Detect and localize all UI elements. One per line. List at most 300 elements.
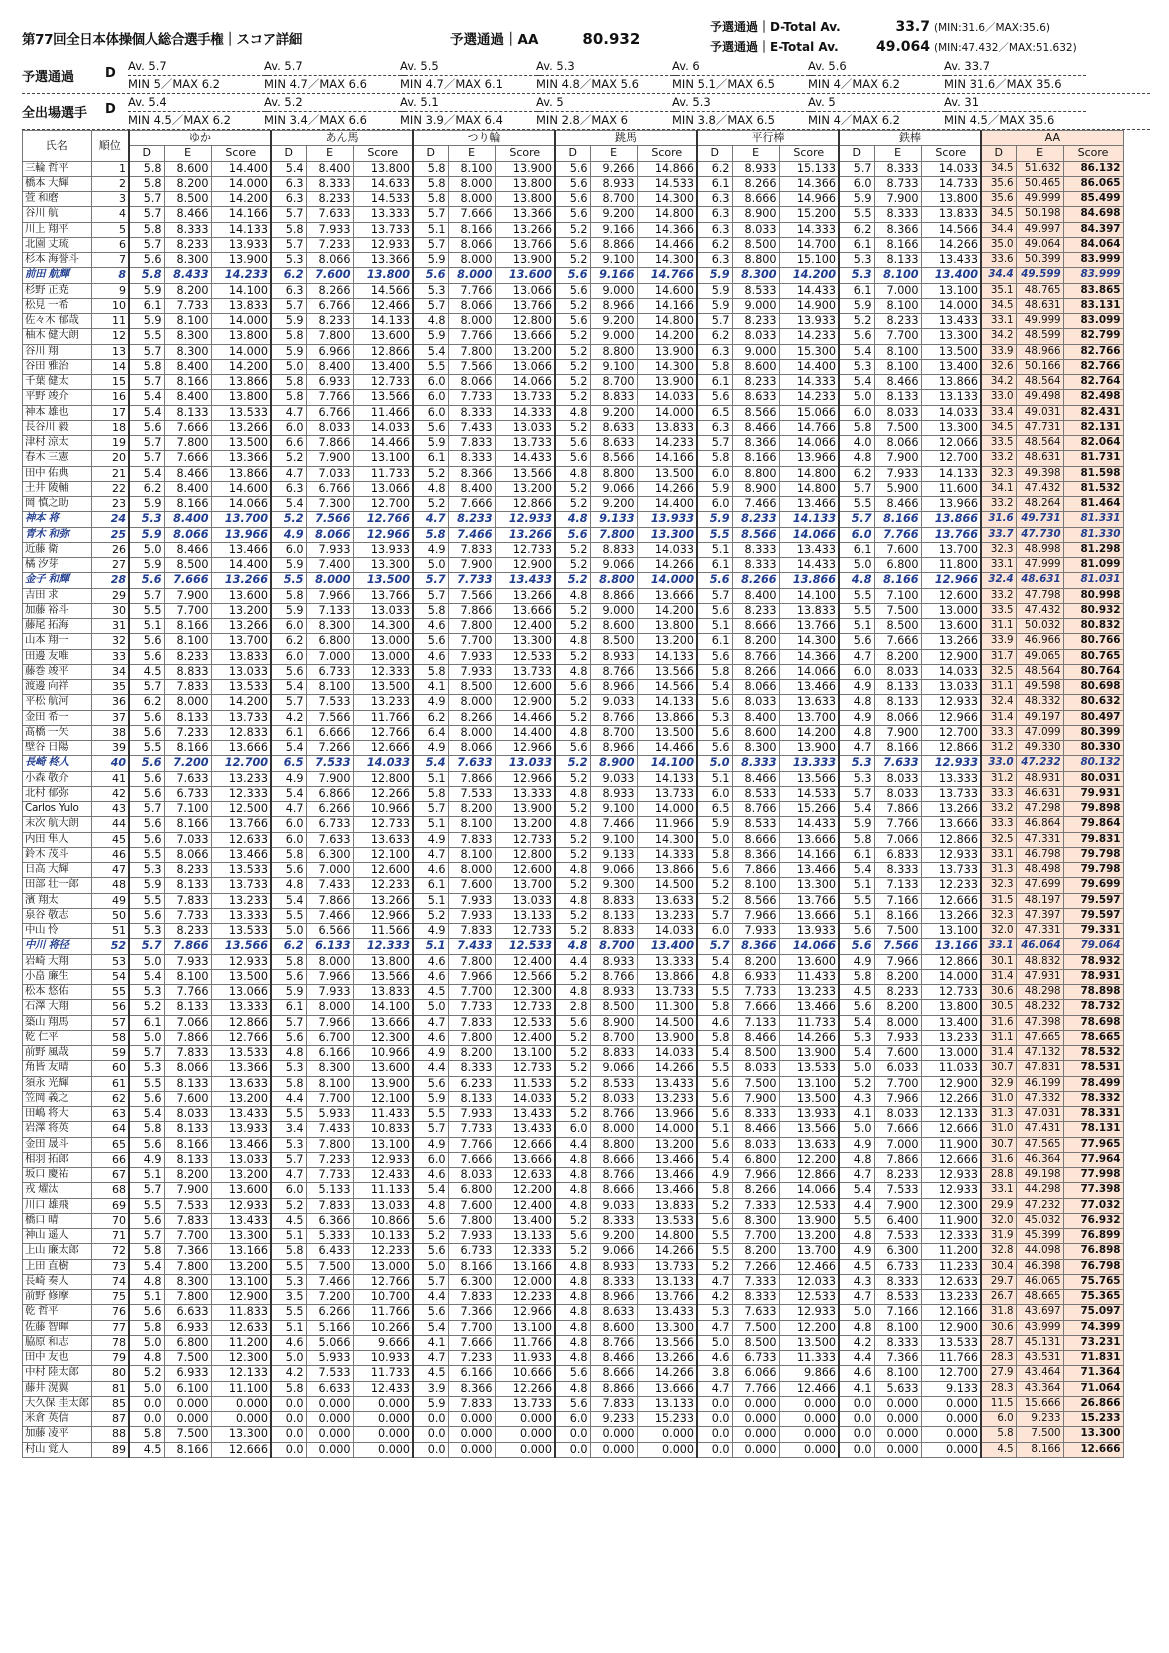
score-cell-e: 6.166 — [448, 1366, 495, 1381]
score-cell-score: 13.200 — [211, 1259, 271, 1274]
score-cell-d: 5.7 — [129, 1183, 164, 1198]
score-cell-e: 48.599 — [1016, 329, 1063, 344]
score-cell-e: 7.666 — [874, 634, 921, 649]
score-cell-d: 4.7 — [839, 741, 874, 756]
athlete-rank: 21 — [91, 466, 129, 481]
score-cell-e: 8.833 — [590, 924, 637, 939]
score-cell-d: 30.6 — [981, 985, 1016, 1000]
athlete-rank: 29 — [91, 588, 129, 603]
score-cell-score: 13.100 — [353, 1137, 413, 1152]
score-cell-d: 5.8 — [271, 1076, 306, 1091]
score-cell-e: 8.100 — [448, 817, 495, 832]
score-cell-score: 13.100 — [211, 1274, 271, 1289]
score-cell-e: 8.533 — [732, 786, 779, 801]
score-cell-e: 7.900 — [164, 588, 211, 603]
score-cell-d: 5.8 — [413, 664, 448, 679]
score-cell-e: 8.366 — [874, 222, 921, 237]
score-cell-score: 13.466 — [779, 680, 839, 695]
score-cell-score: 12.866 — [353, 344, 413, 359]
score-cell-d: 32.6 — [981, 359, 1016, 374]
score-cell-d: 5.9 — [413, 1091, 448, 1106]
score-cell-score: 12.333 — [495, 1244, 555, 1259]
score-cell-e: 8.033 — [590, 1091, 637, 1106]
score-cell-score: 13.566 — [637, 664, 697, 679]
athlete-rank: 3 — [91, 192, 129, 207]
athlete-rank: 66 — [91, 1152, 129, 1167]
score-cell-e: 7.800 — [164, 1290, 211, 1305]
score-cell-score: 13.233 — [211, 771, 271, 786]
athlete-name: 村山 覚人 — [23, 1442, 92, 1457]
athlete-rank: 62 — [91, 1091, 129, 1106]
score-cell-e: 7.700 — [448, 634, 495, 649]
score-cell-e: 8.833 — [590, 542, 637, 557]
score-cell-score: 14.466 — [353, 436, 413, 451]
score-cell-e: 7.800 — [164, 1259, 211, 1274]
score-cell-score: 13.733 — [921, 863, 981, 878]
score-cell-d: 31.5 — [981, 893, 1016, 908]
threshold-label: 全出場選手 — [22, 106, 88, 121]
d-total-average — [710, 18, 1050, 36]
athlete-rank: 56 — [91, 1000, 129, 1015]
score-cell-e: 49.330 — [1016, 741, 1063, 756]
score-cell-score: 13.433 — [211, 1107, 271, 1122]
score-cell-e: 7.700 — [164, 1229, 211, 1244]
score-cell-e: 8.533 — [732, 817, 779, 832]
score-cell-e: 7.933 — [164, 954, 211, 969]
score-cell-score: 12.966 — [353, 527, 413, 542]
score-cell-score: 13.800 — [495, 176, 555, 191]
score-cell-e: 0.000 — [306, 1442, 353, 1457]
score-cell-score: 12.733 — [921, 985, 981, 1000]
score-cell-score: 73.231 — [1063, 1335, 1123, 1350]
score-cell-d: 5.9 — [839, 298, 874, 313]
score-cell-e: 7.566 — [448, 359, 495, 374]
athlete-rank: 41 — [91, 771, 129, 786]
score-cell-score: 81.330 — [1063, 527, 1123, 542]
athlete-rank: 73 — [91, 1259, 129, 1274]
score-cell-score: 13.533 — [211, 405, 271, 420]
score-cell-score: 13.600 — [211, 588, 271, 603]
score-cell-d: 5.0 — [129, 1335, 164, 1350]
athlete-name: 佐々木 郁哉 — [23, 314, 92, 329]
score-cell-score: 13.533 — [211, 680, 271, 695]
score-cell-e: 7.800 — [448, 1030, 495, 1045]
score-cell-d: 6.0 — [271, 542, 306, 557]
column-header-event: ゆか — [129, 131, 271, 146]
score-cell-e: 6.733 — [874, 1259, 921, 1274]
athlete-rank: 77 — [91, 1320, 129, 1335]
threshold-min-max: MIN 3.4／MAX 6.6 — [264, 111, 406, 129]
score-cell-e: 8.700 — [590, 375, 637, 390]
score-cell-e: 7.000 — [306, 649, 353, 664]
score-cell-e: 7.900 — [732, 1091, 779, 1106]
score-cell-e: 8.466 — [732, 420, 779, 435]
score-cell-e: 7.733 — [448, 573, 495, 588]
athlete-name: 津村 涼太 — [23, 436, 92, 451]
score-cell-e: 47.731 — [1016, 420, 1063, 435]
score-cell-d: 5.5 — [839, 1213, 874, 1228]
score-cell-d: 5.0 — [413, 1259, 448, 1274]
score-cell-e: 7.933 — [306, 542, 353, 557]
score-cell-e: 44.098 — [1016, 1244, 1063, 1259]
athlete-name: 神山 遥人 — [23, 1229, 92, 1244]
athlete-rank: 9 — [91, 283, 129, 298]
score-cell-e: 47.431 — [1016, 1122, 1063, 1137]
score-cell-e: 8.000 — [448, 176, 495, 191]
score-cell-d: 31.2 — [981, 741, 1016, 756]
score-cell-score: 14.800 — [779, 466, 839, 481]
table-row — [23, 619, 1124, 634]
athlete-rank: 69 — [91, 1198, 129, 1213]
score-cell-e: 7.766 — [164, 985, 211, 1000]
score-cell-e: 7.866 — [732, 863, 779, 878]
score-cell-e: 47.432 — [1016, 481, 1063, 496]
score-cell-e: 7.066 — [164, 1015, 211, 1030]
score-cell-score: 81.532 — [1063, 481, 1123, 496]
score-cell-e: 6.433 — [306, 1244, 353, 1259]
score-cell-d: 5.8 — [129, 1122, 164, 1137]
score-cell-score: 12.433 — [353, 1381, 413, 1396]
score-cell-d: 31.9 — [981, 1229, 1016, 1244]
score-cell-score: 12.900 — [495, 558, 555, 573]
score-cell-d: 5.4 — [697, 954, 732, 969]
athlete-name: 神本 将 — [23, 512, 92, 527]
score-cell-e: 8.133 — [164, 1000, 211, 1015]
score-cell-d: 5.7 — [413, 237, 448, 252]
score-cell-d: 33.6 — [981, 253, 1016, 268]
score-cell-d: 5.6 — [413, 1213, 448, 1228]
score-cell-score: 14.500 — [637, 878, 697, 893]
score-cell-e: 46.364 — [1016, 1152, 1063, 1167]
score-cell-d: 5.3 — [839, 756, 874, 771]
score-cell-score: 13.266 — [495, 588, 555, 603]
score-cell-d: 5.2 — [555, 542, 590, 557]
score-cell-d: 4.8 — [839, 695, 874, 710]
column-header-event: あん馬 — [271, 131, 413, 146]
score-cell-e: 8.033 — [874, 664, 921, 679]
score-cell-d: 33.2 — [981, 588, 1016, 603]
score-cell-score: 13.300 — [495, 634, 555, 649]
score-cell-e: 6.766 — [306, 298, 353, 313]
score-cell-e: 47.730 — [1016, 527, 1063, 542]
table-row — [23, 1259, 1124, 1274]
score-cell-score: 13.433 — [495, 1107, 555, 1122]
score-cell-e: 8.000 — [448, 695, 495, 710]
score-cell-d: 6.3 — [697, 420, 732, 435]
score-cell-e: 8.166 — [164, 375, 211, 390]
score-cell-d: 6.0 — [697, 497, 732, 512]
score-cell-score: 14.266 — [779, 1030, 839, 1045]
score-cell-score: 14.700 — [779, 237, 839, 252]
score-cell-e: 6.733 — [448, 1244, 495, 1259]
score-cell-score: 9.666 — [353, 1335, 413, 1350]
score-cell-score: 14.066 — [779, 1183, 839, 1198]
score-cell-e: 8.766 — [590, 969, 637, 984]
score-cell-e: 8.233 — [732, 603, 779, 618]
athlete-name: 神本 雄也 — [23, 405, 92, 420]
score-cell-score: 13.466 — [637, 1152, 697, 1167]
threshold-code: D — [105, 102, 116, 117]
score-cell-score: 14.066 — [779, 664, 839, 679]
score-cell-d: 5.0 — [839, 558, 874, 573]
score-cell-e: 9.000 — [732, 298, 779, 313]
score-cell-score: 83.865 — [1063, 283, 1123, 298]
table-row — [23, 192, 1124, 207]
score-cell-e: 7.600 — [874, 1046, 921, 1061]
score-cell-score: 26.866 — [1063, 1396, 1123, 1411]
score-cell-e: 7.666 — [732, 1000, 779, 1015]
score-cell-e: 7.900 — [306, 771, 353, 786]
score-cell-e: 7.933 — [448, 649, 495, 664]
score-cell-d: 4.7 — [271, 1168, 306, 1183]
score-cell-score: 13.133 — [495, 908, 555, 923]
score-cell-d: 6.1 — [839, 542, 874, 557]
score-cell-score: 80.497 — [1063, 710, 1123, 725]
score-cell-d: 5.6 — [413, 1076, 448, 1091]
column-header-event: 鉄棒 — [839, 131, 981, 146]
score-cell-e: 48.498 — [1016, 863, 1063, 878]
score-cell-d: 5.6 — [697, 1137, 732, 1152]
score-cell-e: 7.733 — [164, 908, 211, 923]
score-cell-d: 4.1 — [839, 1107, 874, 1122]
table-row — [23, 1046, 1124, 1061]
all-athletes-d-threshold-row — [22, 94, 1150, 130]
score-cell-d: 2.8 — [555, 1000, 590, 1015]
score-cell-d: 5.6 — [271, 969, 306, 984]
score-cell-d: 5.9 — [413, 436, 448, 451]
score-cell-d: 4.6 — [839, 1366, 874, 1381]
score-cell-d: 5.9 — [129, 283, 164, 298]
score-cell-d: 6.0 — [981, 1412, 1016, 1427]
score-cell-d: 32.5 — [981, 664, 1016, 679]
score-cell-score: 13.933 — [637, 512, 697, 527]
score-cell-e: 8.833 — [590, 390, 637, 405]
score-cell-score: 14.866 — [637, 161, 697, 176]
athlete-name: 日高 大輝 — [23, 863, 92, 878]
athlete-rank: 52 — [91, 939, 129, 954]
score-cell-score: 13.066 — [495, 283, 555, 298]
score-cell-d: 5.7 — [839, 786, 874, 801]
score-cell-score: 79.898 — [1063, 802, 1123, 817]
score-cell-score: 79.597 — [1063, 893, 1123, 908]
athlete-name: 田邊 友唯 — [23, 649, 92, 664]
score-cell-d: 4.8 — [555, 588, 590, 603]
score-cell-e: 8.500 — [164, 558, 211, 573]
score-cell-d: 5.6 — [129, 756, 164, 771]
score-cell-score: 78.532 — [1063, 1046, 1123, 1061]
score-cell-score: 12.733 — [495, 924, 555, 939]
score-cell-d: 4.8 — [555, 1183, 590, 1198]
score-cell-score: 79.931 — [1063, 786, 1123, 801]
score-cell-score: 12.533 — [495, 649, 555, 664]
score-cell-d: 4.8 — [271, 878, 306, 893]
score-cell-e: 6.933 — [732, 969, 779, 984]
score-cell-d: 5.6 — [129, 649, 164, 664]
score-cell-d: 5.8 — [697, 1183, 732, 1198]
score-cell-d: 4.9 — [839, 1137, 874, 1152]
score-cell-e: 6.933 — [164, 1366, 211, 1381]
table-row — [23, 1213, 1124, 1228]
score-cell-e: 6.266 — [306, 802, 353, 817]
score-cell-d: 5.7 — [271, 237, 306, 252]
score-cell-e: 8.233 — [164, 924, 211, 939]
score-cell-e: 8.300 — [164, 1274, 211, 1289]
score-cell-score: 13.533 — [211, 1046, 271, 1061]
score-cell-e: 7.100 — [164, 802, 211, 817]
score-cell-e: 8.766 — [590, 1168, 637, 1183]
score-cell-e: 46.631 — [1016, 786, 1063, 801]
score-cell-score: 13.666 — [495, 329, 555, 344]
score-cell-e: 8.466 — [164, 466, 211, 481]
score-cell-score: 79.597 — [1063, 908, 1123, 923]
score-cell-d: 4.8 — [413, 481, 448, 496]
score-cell-score: 14.400 — [211, 161, 271, 176]
score-cell-e: 7.500 — [874, 603, 921, 618]
table-row — [23, 573, 1124, 588]
athlete-name: 谷川 翔 — [23, 344, 92, 359]
table-row — [23, 939, 1124, 954]
score-cell-score: 13.033 — [211, 1152, 271, 1167]
score-cell-score: 14.966 — [779, 192, 839, 207]
score-cell-e: 8.333 — [874, 1274, 921, 1289]
athlete-name: 相羽 拓郎 — [23, 1152, 92, 1167]
page-header — [22, 14, 1150, 60]
score-cell-e: 7.966 — [448, 969, 495, 984]
score-cell-e: 8.766 — [732, 802, 779, 817]
score-cell-e: 8.266 — [306, 283, 353, 298]
score-cell-score: 77.965 — [1063, 1137, 1123, 1152]
score-cell-score: 12.300 — [211, 1351, 271, 1366]
score-cell-score: 12.633 — [211, 1320, 271, 1335]
score-cell-e: 7.666 — [448, 1152, 495, 1167]
score-cell-score: 14.000 — [637, 573, 697, 588]
athlete-name: 坂口 慶祐 — [23, 1168, 92, 1183]
score-cell-d: 5.8 — [271, 1381, 306, 1396]
score-cell-score: 14.300 — [637, 359, 697, 374]
score-cell-e: 8.600 — [732, 359, 779, 374]
score-cell-e: 44.298 — [1016, 1183, 1063, 1198]
score-cell-d: 4.6 — [271, 1335, 306, 1350]
athlete-rank: 19 — [91, 436, 129, 451]
score-cell-d: 5.7 — [129, 802, 164, 817]
score-cell-d: 5.6 — [555, 268, 590, 283]
score-cell-e: 8.066 — [448, 741, 495, 756]
score-cell-score: 11.233 — [921, 1259, 981, 1274]
score-cell-score: 0.000 — [495, 1427, 555, 1442]
score-cell-score: 13.566 — [353, 390, 413, 405]
score-cell-score: 13.900 — [637, 375, 697, 390]
score-cell-score: 13.733 — [921, 786, 981, 801]
score-cell-e: 8.033 — [874, 1107, 921, 1122]
score-cell-score: 83.131 — [1063, 298, 1123, 313]
score-cell-score: 12.200 — [779, 1320, 839, 1335]
score-cell-e: 8.100 — [874, 1320, 921, 1335]
score-cell-d: 4.3 — [839, 1091, 874, 1106]
score-cell-score: 13.866 — [637, 863, 697, 878]
athlete-name: 末次 航大朗 — [23, 817, 92, 832]
athlete-name: 土井 陵輔 — [23, 481, 92, 496]
score-cell-e: 7.466 — [590, 817, 637, 832]
score-cell-score: 13.200 — [495, 481, 555, 496]
score-cell-score: 12.166 — [921, 1305, 981, 1320]
score-cell-d: 5.2 — [555, 344, 590, 359]
score-cell-d: 5.2 — [555, 619, 590, 634]
score-cell-d: 6.3 — [697, 344, 732, 359]
score-cell-score: 14.600 — [637, 283, 697, 298]
score-cell-d: 6.0 — [271, 832, 306, 847]
score-cell-score: 12.866 — [921, 954, 981, 969]
score-cell-score: 14.233 — [211, 268, 271, 283]
score-cell-e: 7.700 — [732, 1229, 779, 1244]
score-cell-e: 8.866 — [590, 1381, 637, 1396]
table-row — [23, 725, 1124, 740]
score-cell-d: 5.2 — [697, 1259, 732, 1274]
score-cell-e: 6.066 — [732, 1366, 779, 1381]
column-header-score: Score — [637, 146, 697, 161]
score-cell-d: 4.8 — [697, 969, 732, 984]
score-cell-e: 8.800 — [732, 466, 779, 481]
score-cell-d: 6.1 — [413, 878, 448, 893]
score-cell-score: 13.500 — [353, 680, 413, 695]
table-row — [23, 603, 1124, 618]
score-cell-d: 34.4 — [981, 222, 1016, 237]
score-cell-e: 8.966 — [590, 741, 637, 756]
score-cell-e: 7.833 — [164, 1213, 211, 1228]
score-cell-e: 8.266 — [732, 664, 779, 679]
score-cell-score: 0.000 — [779, 1442, 839, 1457]
score-cell-d: 5.6 — [839, 634, 874, 649]
score-cell-d: 34.5 — [981, 298, 1016, 313]
score-cell-d: 5.7 — [271, 298, 306, 313]
score-cell-score: 13.666 — [779, 908, 839, 923]
score-cell-e: 8.500 — [590, 1000, 637, 1015]
score-cell-d: 31.2 — [981, 771, 1016, 786]
score-cell-d: 5.2 — [271, 1198, 306, 1213]
score-cell-e: 7.933 — [306, 985, 353, 1000]
score-cell-e: 9.100 — [590, 253, 637, 268]
score-cell-e: 8.166 — [448, 222, 495, 237]
score-cell-score: 12.400 — [495, 619, 555, 634]
score-cell-score: 13.600 — [211, 1183, 271, 1198]
score-cell-score: 13.633 — [637, 893, 697, 908]
score-cell-d: 4.7 — [271, 802, 306, 817]
score-cell-d: 5.3 — [697, 710, 732, 725]
threshold-min-max: MIN 3.9／MAX 6.4 — [400, 111, 542, 129]
score-cell-e: 6.966 — [306, 344, 353, 359]
score-cell-e: 0.000 — [448, 1442, 495, 1457]
score-cell-d: 5.2 — [555, 969, 590, 984]
score-cell-score: 12.666 — [495, 1137, 555, 1152]
score-cell-d: 5.6 — [129, 253, 164, 268]
score-cell-d: 5.2 — [555, 832, 590, 847]
score-cell-e: 8.166 — [874, 573, 921, 588]
table-row — [23, 420, 1124, 435]
score-cell-d: 6.2 — [271, 939, 306, 954]
score-cell-score: 13.466 — [211, 542, 271, 557]
score-cell-d: 5.6 — [555, 161, 590, 176]
score-cell-e: 8.500 — [590, 634, 637, 649]
score-cell-score: 13.600 — [921, 619, 981, 634]
score-cell-d: 5.8 — [839, 420, 874, 435]
score-cell-score: 13.466 — [211, 1137, 271, 1152]
score-cell-score: 14.800 — [779, 481, 839, 496]
score-cell-e: 9.033 — [590, 695, 637, 710]
score-cell-score: 13.666 — [353, 1015, 413, 1030]
score-cell-score: 13.066 — [495, 359, 555, 374]
athlete-name: 近藤 衛 — [23, 542, 92, 557]
score-cell-score: 11.033 — [921, 1061, 981, 1076]
score-cell-score: 15.233 — [637, 1412, 697, 1427]
